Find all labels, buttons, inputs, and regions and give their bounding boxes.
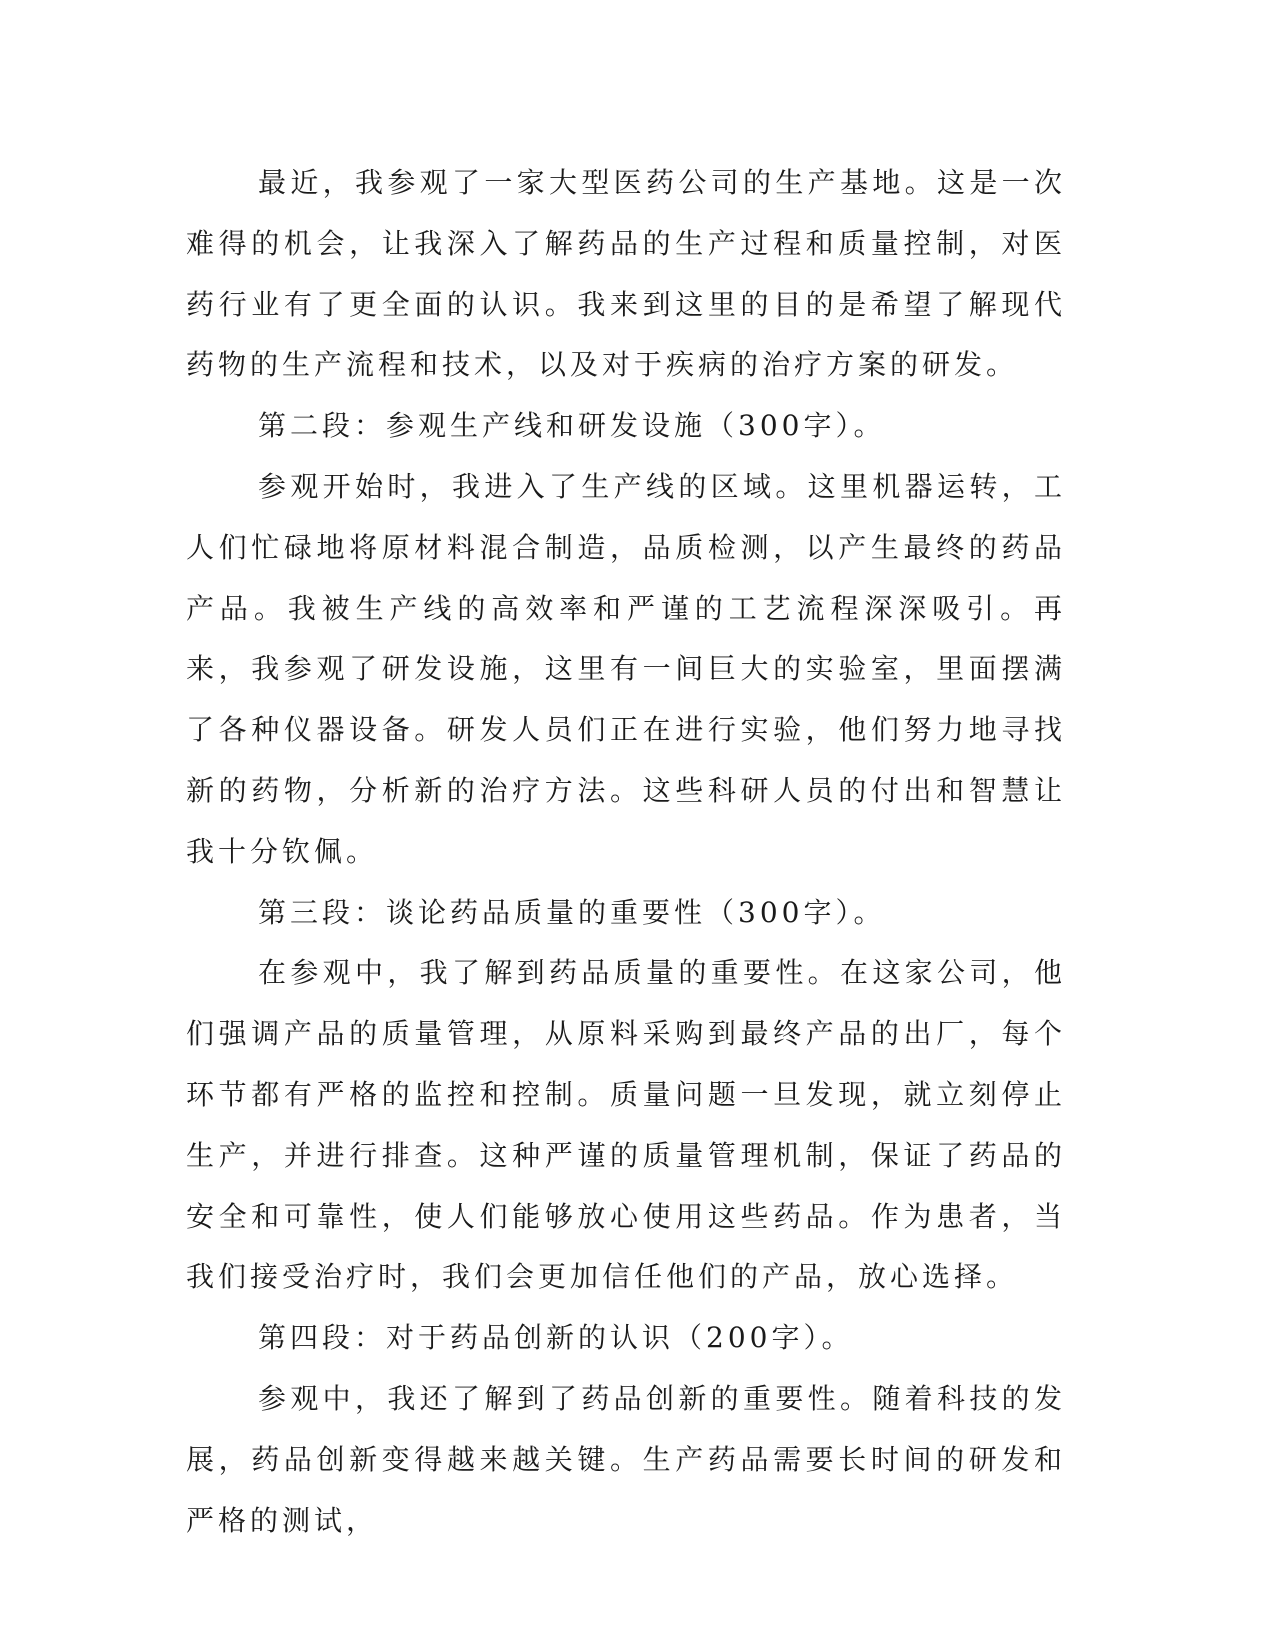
paragraph-production-line: 参观开始时，我进入了生产线的区域。这里机器运转，工人们忙碌地将原材料混合制造，品质检测，以产生最终的药品产品。我被生产线的高效率和严谨的工艺流程深深吸引。再来，我参观了研发设施，这里有一间巨大的实验室，里面摆满了各种仪器设备。研发人员们正在进行实验，他们努力地寻找新的药物，分析新的治疗方法。这些科研人员的付出和智慧让我十分钦佩。 bbox=[186, 469, 1066, 868]
paragraph-innovation: 参观中，我还了解到了药品创新的重要性。随着科技的发展，药品创新变得越来越关键。生产药品需要长时间的研发和严格的测试， bbox=[186, 1381, 1066, 1537]
section-heading-2: 第二段：参观生产线和研发设施（300字）。 bbox=[258, 409, 886, 443]
paragraph-intro: 最近，我参观了一家大型医药公司的生产基地。这是一次难得的机会，让我深入了解药品的生产过程和质量控制，对医药行业有了更全面的认识。我来到这里的目的是希望了解现代药物的生产流程和技术，以及对于疾病的治疗方案的研发。 bbox=[186, 166, 1066, 382]
paragraph-quality: 在参观中，我了解到药品质量的重要性。在这家公司，他们强调产品的质量管理，从原料采购到最终产品的出厂，每个环节都有严格的监控和控制。质量问题一旦发现，就立刻停止生产，并进行排查。这种严谨的质量管理机制，保证了药品的安全和可靠性，使人们能够放心使用这些药品。作为患者，当我们接受治疗时，我们会更加信任他们的产品，放心选择。 bbox=[186, 956, 1066, 1294]
section-heading-3: 第三段：谈论药品质量的重要性（300字）。 bbox=[258, 895, 886, 929]
section-heading-4: 第四段：对于药品创新的认识（200字）。 bbox=[258, 1321, 854, 1355]
document-body bbox=[186, 153, 1066, 1551]
